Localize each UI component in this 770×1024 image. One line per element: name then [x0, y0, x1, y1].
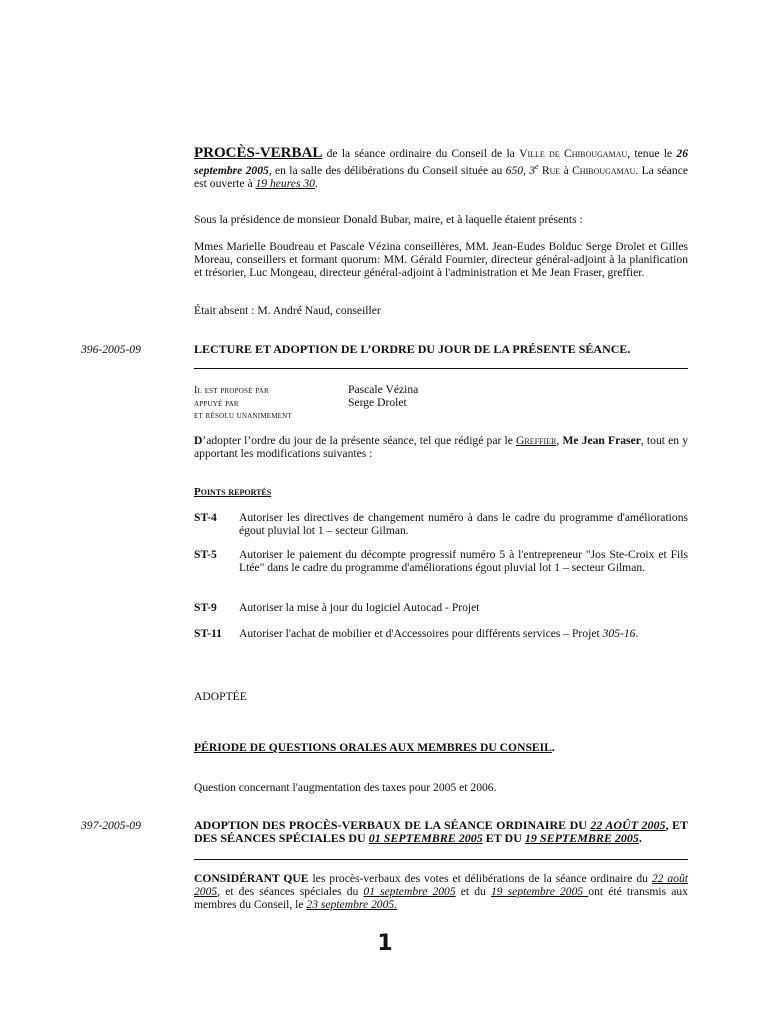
- intro-text-2: , tenue le: [627, 147, 677, 160]
- considerant-date: 22 août 2005: [194, 872, 688, 898]
- considerant-date: 01 septembre 2005: [363, 885, 456, 898]
- heading-date: 22 AOÛT 2005: [590, 818, 666, 832]
- project-number: 305-16: [602, 627, 636, 640]
- seconded-by-label: appuyé par: [194, 398, 239, 409]
- city-name: Ville de Chibougamau: [519, 147, 628, 160]
- heading-part: ET DU: [482, 831, 525, 845]
- address-street: Rue: [538, 163, 561, 177]
- point-code: ST-11: [194, 627, 222, 640]
- questions-heading: [194, 741, 688, 754]
- point-text: Autoriser le paiement du décompte progressif numéro 5 à l'entrepreneur "Jos Ste-Croix et Fils Ltée" dans le cadre du programme d'améliorations égout pluvial lot 1 – secteur Gilman.: [239, 548, 688, 574]
- list-item: [194, 627, 688, 657]
- considerant-text: ont été transmis aux membres du Conseil, le: [194, 885, 688, 911]
- proposed-by-name: Pascale Vézina: [348, 383, 419, 396]
- point-code: ST-9: [194, 601, 217, 614]
- greffier-name: Me Jean Fraser: [562, 434, 641, 447]
- questions-heading-dot: .: [551, 741, 555, 754]
- point-text: Autoriser les directives de changement numéro à dans le cadre du programme d'améliorations égout pluvial lot 1 – secteur Gilman.: [239, 511, 688, 537]
- considerant-date: 19 septembre 2005: [490, 885, 589, 898]
- intro-text-5: . La séance est ouverte à: [194, 163, 688, 190]
- considerant-text: , et des séances spéciales du: [217, 885, 364, 898]
- resolved-label: et résolu unanimement: [194, 410, 292, 421]
- meeting-date: 26 septembre 2005: [194, 147, 688, 177]
- intro-text-1: de la séance ordinaire du Conseil de la: [322, 147, 520, 160]
- heading-part: , ET DES SÉANCES SPÉCIALES DU: [194, 818, 688, 845]
- point-text-end: .: [635, 627, 639, 640]
- resolution-heading: LECTURE ET ADOPTION DE L’ORDRE DU JOUR DE LA PRÉSENTE SÉANCE.: [194, 342, 631, 356]
- resolution-body: [194, 434, 688, 460]
- address-number: 650, 3: [505, 163, 536, 177]
- point-code: ST-4: [194, 511, 217, 524]
- intro-paragraph: [194, 147, 688, 190]
- resolution-number: 397-2005-09: [81, 819, 141, 832]
- greffier-title: Greffier: [516, 434, 557, 447]
- body-text-3: , tout en y apportant les modifications suivantes :: [194, 434, 689, 460]
- heading-underline: [194, 368, 688, 369]
- body-text-1: ’adopter l’ordre du jour de la présente séance, tel que rédigé par le: [202, 434, 516, 447]
- heading-underline: [194, 859, 688, 860]
- heading-part: ADOPTION DES PROCÈS-VERBAUX DE LA SÉANCE ORDINAIRE DU: [194, 818, 591, 832]
- intro-text-4: à: [560, 163, 573, 177]
- considerant-date: 23 septembre 2005.: [306, 898, 398, 911]
- questions-heading-text: PÉRIODE DE QUESTIONS ORALES AUX MEMBRES DU CONSEIL: [194, 741, 552, 754]
- page-number: 1: [377, 931, 393, 956]
- list-item: [194, 511, 688, 541]
- heading-part: .: [638, 831, 642, 845]
- intro-text-3: , en la salle des délibérations du Conseil située au: [268, 163, 506, 177]
- absent-line: Était absent : M. André Naud, conseiller: [194, 304, 381, 317]
- heading-date: 01 SEPTEMBRE 2005: [368, 831, 483, 845]
- considerant-text: les procès-verbaux des votes et délibérations de la séance ordinaire du: [308, 872, 652, 885]
- presents-paragraph: Mmes Marielle Boudreau et Pascale Vézina conseillères, MM. Jean-Eudes Bolduc Serge Drolet et Gilles Moreau, conseillers et formant quorum: MM. Gérald Fournier, directeur général-adjoint à la planification et trésorier, Luc Mongeau, directeur général-adjoint à l'administration et Me Jean Fraser, greffier.: [194, 240, 688, 279]
- presidence-line: Sous la présidence de monsieur Donald Bubar, maire, et à laquelle étaient présents :: [194, 213, 583, 226]
- resolution-heading: [194, 819, 688, 845]
- address-superscript: e: [535, 162, 539, 171]
- opening-time: 19 heures 30: [255, 176, 315, 190]
- heading-date: 19 SEPTEMBRE 2005: [524, 831, 639, 845]
- intro-text-6: .: [314, 176, 318, 190]
- point-text: Autoriser la mise à jour du logiciel Autocad - Projet: [239, 601, 480, 614]
- list-item: [194, 548, 688, 590]
- considerant-text: et du: [455, 885, 491, 898]
- seconded-by-name: Serge Drolet: [348, 396, 407, 409]
- considerant-paragraph: [194, 872, 688, 911]
- body-text-2: ,: [556, 434, 563, 447]
- point-text-part: Autoriser l'achat de mobilier et d'Accessoires pour différents services – Projet: [239, 627, 603, 640]
- body-initial: D: [194, 434, 203, 447]
- point-text: [239, 627, 688, 640]
- proposed-by-label: Il est proposé par: [194, 385, 269, 396]
- adopted-label: ADOPTÉE: [194, 690, 247, 703]
- questions-text: Question concernant l'augmentation des taxes pour 2005 et 2006.: [194, 781, 497, 794]
- list-item: [194, 601, 688, 617]
- point-code: ST-5: [194, 548, 217, 561]
- points-reportes-title: Points reportés: [194, 486, 272, 498]
- address-city: Chibougamau: [572, 163, 636, 177]
- considerant-label: CONSIDÉRANT QUE: [194, 872, 309, 885]
- document-title: PROCÈS-VERBAL: [194, 145, 323, 161]
- resolution-number: 396-2005-09: [81, 343, 141, 356]
